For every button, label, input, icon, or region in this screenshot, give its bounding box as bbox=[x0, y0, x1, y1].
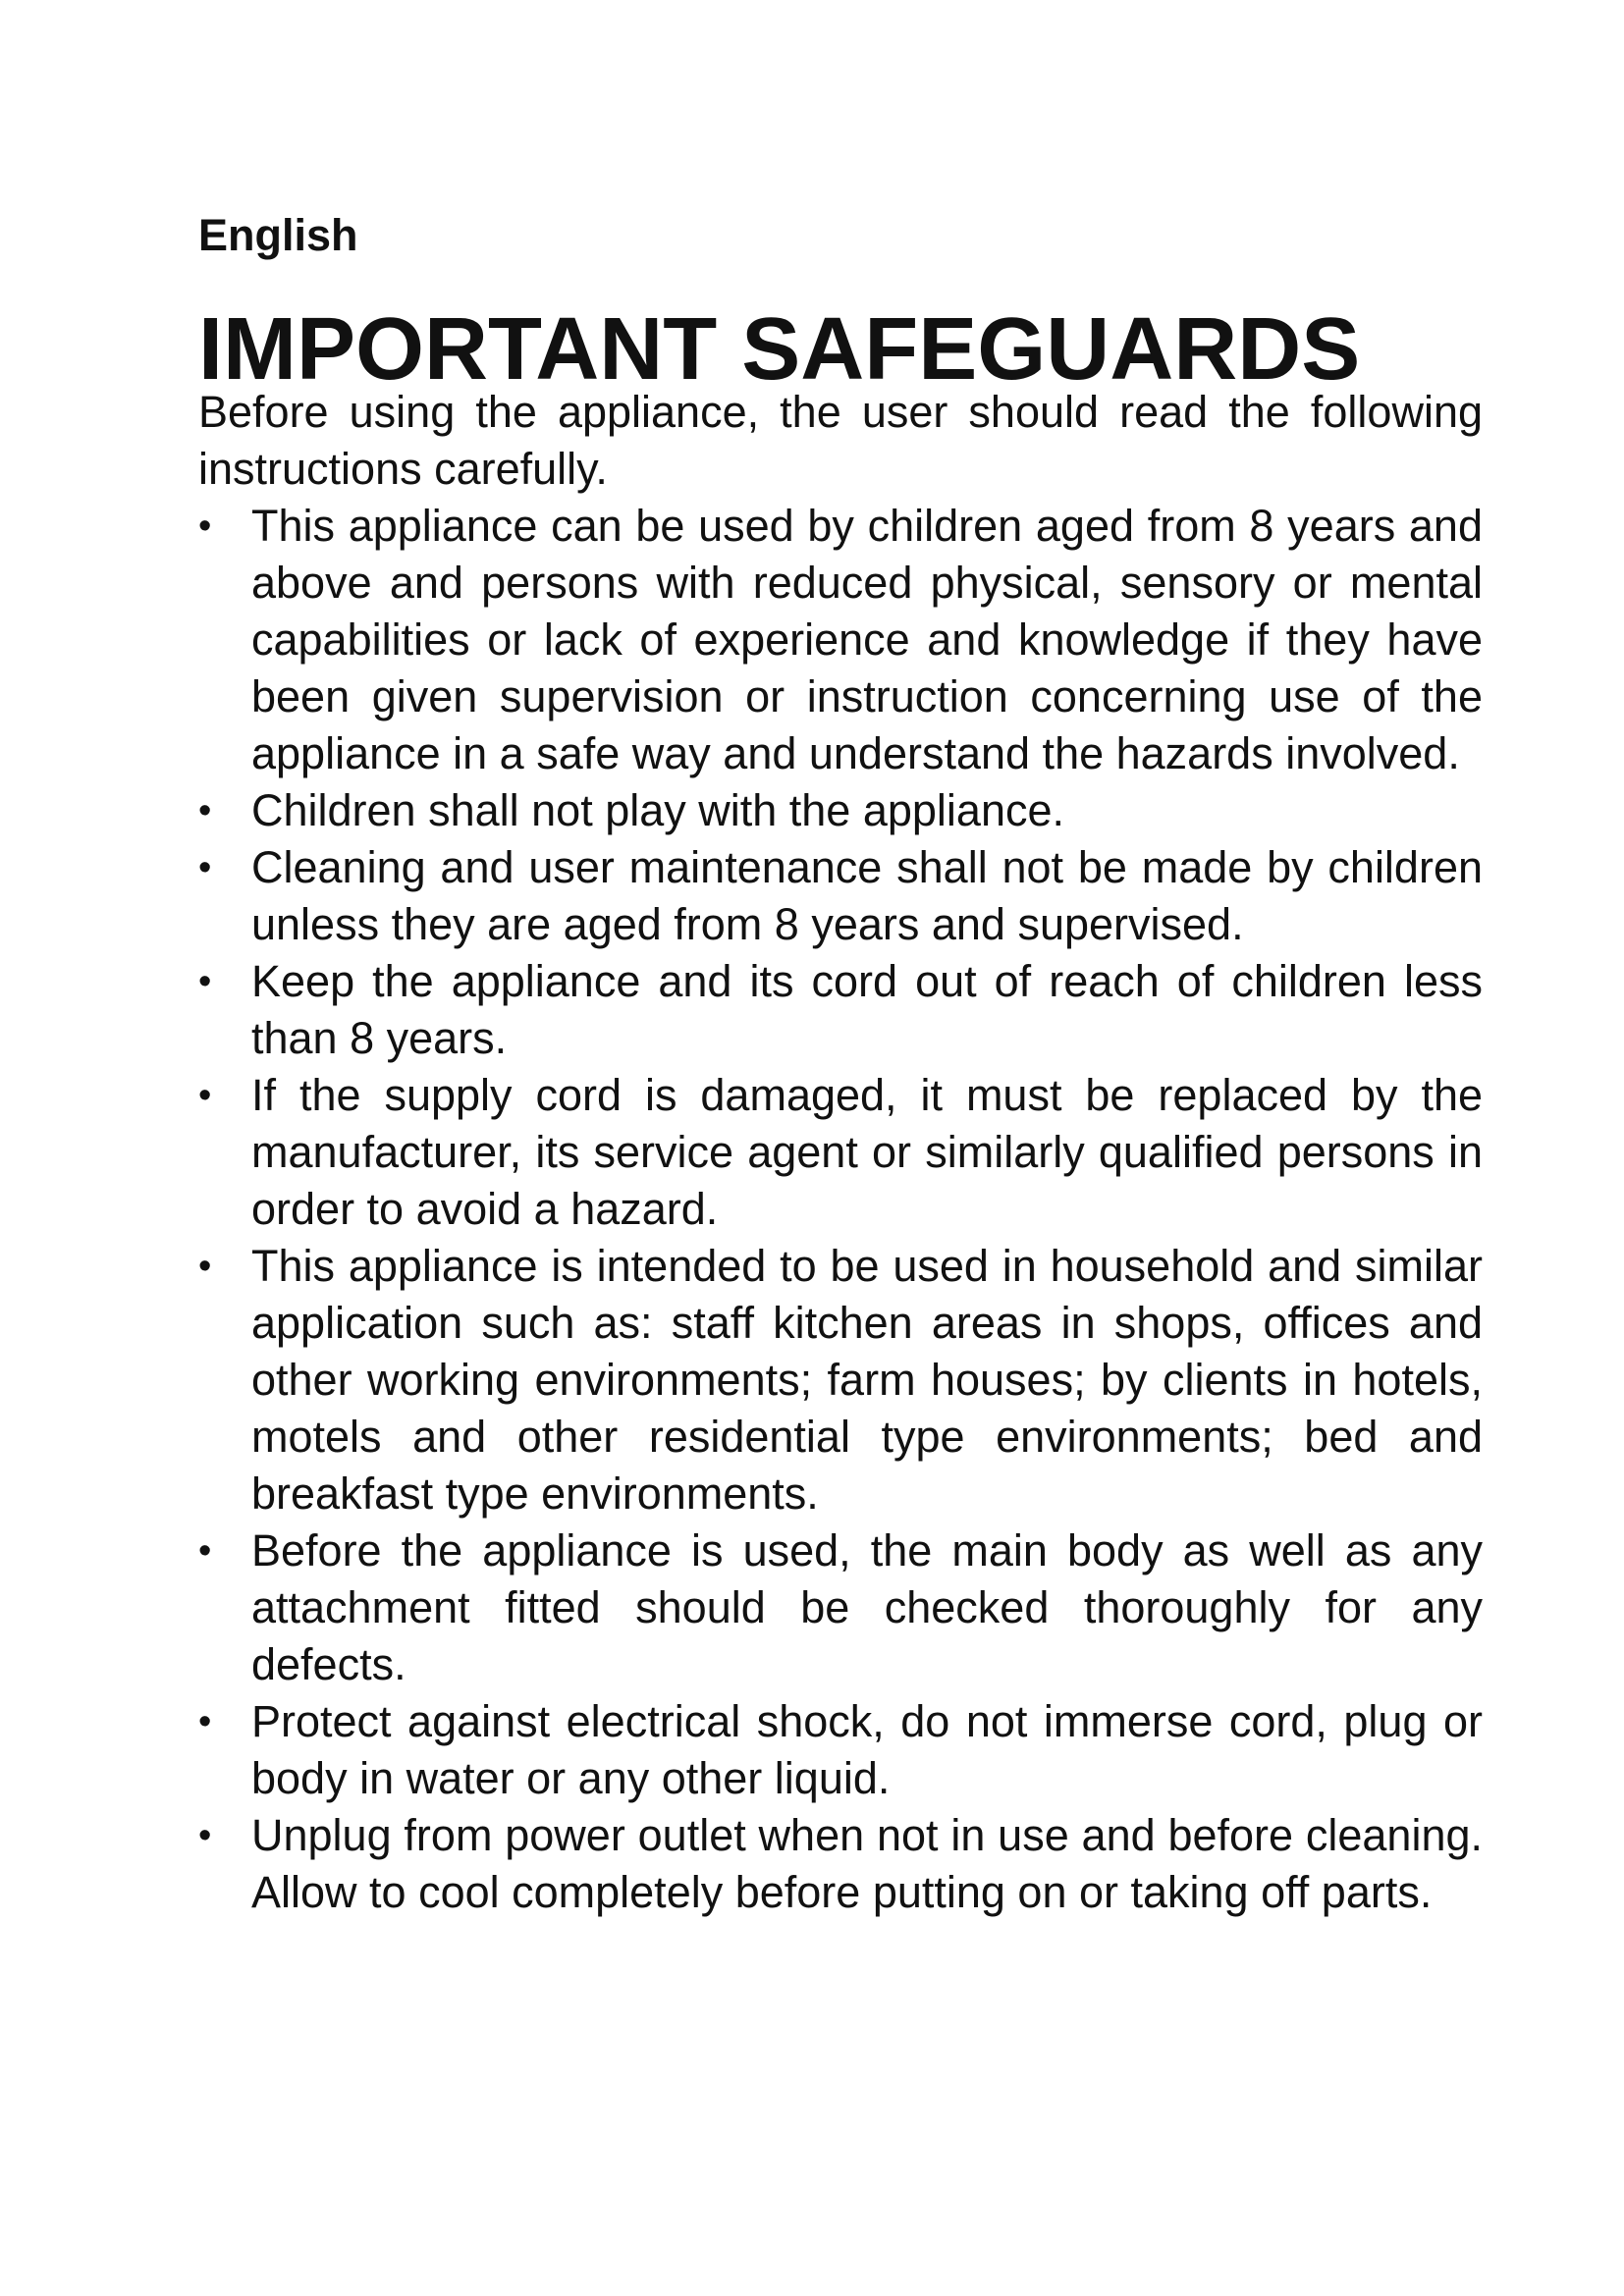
list-item bbox=[198, 839, 1483, 953]
list-item-text: Protect against electrical shock, do not immerse cord, plug or body in water or any other liquid. bbox=[251, 1696, 1483, 1803]
list-item-text: Cleaning and user maintenance shall not be made by children unless they are aged from 8 years and supervised. bbox=[251, 842, 1483, 949]
list-item bbox=[198, 782, 1483, 839]
bullet-icon: • bbox=[198, 1530, 212, 1572]
bullet-icon: • bbox=[198, 847, 212, 888]
list-item bbox=[198, 1238, 1483, 1522]
intro-paragraph: Before using the appliance, the user should read the following instructions carefully. bbox=[198, 387, 1483, 494]
list-item-text: Before the appliance is used, the main body as well as any attachment fitted should be checked thoroughly for any defects. bbox=[251, 1525, 1483, 1689]
list-item bbox=[198, 1522, 1483, 1693]
list-item-text: Keep the appliance and its cord out of reach of children less than 8 years. bbox=[251, 956, 1483, 1063]
list-item-text: Children shall not play with the appliance. bbox=[251, 785, 1064, 835]
list-item bbox=[198, 953, 1483, 1067]
bullet-icon: • bbox=[198, 1246, 212, 1287]
bullet-icon: • bbox=[198, 961, 212, 1002]
list-item-text: Unplug from power outlet when not in use and before cleaning. Allow to cool completely before putting on or taking off parts. bbox=[251, 1810, 1483, 1917]
list-item-text: This appliance can be used by children aged from 8 years and above and persons with reduced physical, sensory or mental capabilities or lack of experience and knowledge if they have been given supervision or instruction concerning use of the appliance in a safe way and understand the hazards involved. bbox=[251, 501, 1483, 778]
list-item-text: This appliance is intended to be used in household and similar application such as: staff kitchen areas in shops, offices and other working environments; farm houses; by clients in hotels, motels and other residential type environments; bed and breakfast type environments. bbox=[251, 1241, 1483, 1519]
list-item-text: If the supply cord is damaged, it must be replaced by the manufacturer, its service agent or similarly qualified persons in order to avoid a hazard. bbox=[251, 1070, 1483, 1234]
list-item bbox=[198, 498, 1483, 782]
section-heading: IMPORTANT SAFEGUARDS bbox=[198, 300, 1361, 399]
document-content bbox=[198, 201, 1483, 1921]
language-label: English bbox=[198, 210, 358, 260]
bullet-icon: • bbox=[198, 1701, 212, 1742]
safeguards-list bbox=[198, 498, 1483, 1921]
list-item bbox=[198, 1693, 1483, 1807]
bullet-icon: • bbox=[198, 790, 212, 831]
bullet-icon: • bbox=[198, 1815, 212, 1856]
list-item bbox=[198, 1807, 1483, 1921]
list-item bbox=[198, 1067, 1483, 1238]
bullet-icon: • bbox=[198, 1075, 212, 1116]
bullet-icon: • bbox=[198, 506, 212, 547]
